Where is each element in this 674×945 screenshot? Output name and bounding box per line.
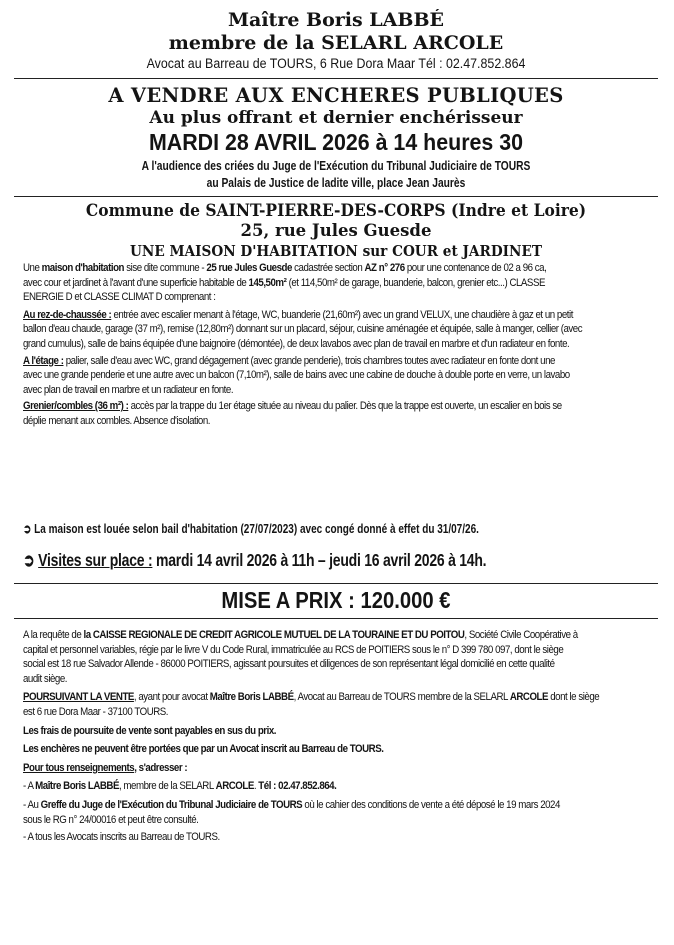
rental-note: ➲ La maison est louée selon bail d'habitation (27/07/2023) avec congé donné à effet du 31/07/26. — [23, 522, 479, 536]
grenier-line: déplie menant aux combles. Absence d'isolation. — [23, 414, 211, 427]
commune: Commune de SAINT-PIERRE-DES-CORPS (Indre et Loire) — [85, 201, 587, 220]
address-line: Avocat au Barreau de TOURS, 6 Rue Dora Maar Tél : 02.47.852.864 — [146, 56, 526, 71]
rdc-line: grand cumulus), salle de bains équipée d'une baignoire (démontée), de deux lavabos avec plan de travail en marbre et d'un radiateur en fonte. — [23, 337, 570, 350]
poursuivant-line: POURSUIVANT LA VENTE, ayant pour avocat Maître Boris LABBÉ, Avocat au Barreau de TOURS membre de la SELARL ARCOLE dont le siège — [23, 691, 600, 704]
requete-line: A la requête de la CAISSE REGIONALE DE CREDIT AGRICOLE MUTUEL DE LA TOURAINE ET DU POITOU, Société Civile Coopérative à — [23, 629, 578, 641]
poursuivant-line: est 6 rue Dora Maar - 37100 TOURS. — [23, 705, 169, 718]
arrow-right-icon: ➲ — [23, 550, 35, 570]
sale-date: MARDI 28 AVRIL 2026 à 14 heures 30 — [148, 129, 524, 155]
rdc-line: Au rez-de-chaussée : entrée avec escalier menant à l'étage, WC, buanderie (21,60m²) avec un grand VELUX, une chaudière à gaz et un petit — [23, 308, 573, 321]
sale-subtitle: Au plus offrant et dernier enchérisseur — [149, 108, 523, 128]
requete-line: capital et personnel variables, régie par le livre V du Code Rural, immatriculée au RCS de POITIERS sous le n° D 399 780 097, dont le siège — [23, 643, 564, 656]
lawyer-name: Maître Boris LABBÉ — [227, 9, 445, 31]
sale-title: A VENDRE AUX ENCHERES PUBLIQUES — [108, 84, 564, 107]
requete-line: audit siège. — [23, 672, 68, 685]
bids-note: Les enchères ne peuvent être portées que par un Avocat inscrit au Barreau de TOURS. — [23, 743, 384, 756]
contact-line: sous le RG n° 24/00016 et peut être consulté. — [23, 813, 199, 826]
street: 25, rue Jules Guesde — [240, 221, 432, 240]
divider — [14, 618, 658, 619]
grenier-line: Grenier/combles (36 m²) : accès par la trappe du 1er étage située au niveau du palier. Dès que la trappe est ouverte, un escalier en bois se — [23, 400, 562, 413]
divider — [14, 78, 658, 79]
poursuivant-label: POURSUIVANT LA VENTE — [23, 691, 134, 704]
desc-line: ENERGIE D et CLASSE CLIMAT D comprenant : — [23, 291, 216, 304]
divider — [14, 583, 658, 584]
rdc-label: Au rez-de-chaussée : — [23, 308, 112, 321]
etage-line: A l'étage : palier, salle d'eau avec WC, grand dégagement (avec grande penderie), trois chambres toutes avec radiateur en fonte dont une — [23, 354, 555, 367]
contact-line: - A tous les Avocats inscrits au Barreau de TOURS. — [23, 831, 220, 844]
desc-line: Une maison d'habitation sise dite commune - 25 rue Jules Guesde cadastrée section AZ n° 276 pour une contenance de 02 a 96 ca, — [23, 262, 547, 274]
visits-line — [23, 550, 486, 571]
property-heading: UNE MAISON D'HABITATION sur COUR et JARDINET — [129, 243, 543, 260]
visits-dates: mardi 14 avril 2026 à 11h – jeudi 16 avril 2026 à 14h. — [152, 550, 487, 570]
audience-line-2: au Palais de Justice de ladite ville, place Jean Jaurès — [206, 176, 466, 190]
info-heading: Pour tous renseignements, s'adresser : — [23, 761, 188, 774]
divider — [14, 196, 658, 197]
desc-line: avec cour et jardinet à l'avant d'une superficie habitable de 145,50m² (et 114,50m² de garage, buanderie, balcon, grenier etc...) CLASSE — [23, 276, 545, 289]
etage-label: A l'étage : — [23, 354, 64, 367]
etage-line: avec plan de travail en marbre et un radiateur en fonte. — [23, 383, 234, 396]
requete-line: social est 18 rue Salvador Allende - 86000 POITIERS, agissant poursuites et diligences de son représentant légal domicilié en cette qualité — [23, 658, 555, 671]
member-line: membre de la SELARL ARCOLE — [168, 32, 504, 54]
visits-label: Visites sur place : — [38, 550, 153, 570]
etage-line: avec une grande penderie et une autre avec un balcon (7,10m²), salle de bains avec une cabine de douche à double porte en verre, un lavabo — [23, 369, 570, 382]
fees-note: Les frais de poursuite de vente sont payables en sus du prix. — [23, 724, 276, 737]
starting-price: MISE A PRIX : 120.000 € — [221, 587, 451, 613]
contact-line: - A Maître Boris LABBÉ, membre de la SELARL ARCOLE. Tél : 02.47.852.864. — [23, 780, 337, 793]
legal-section — [23, 628, 651, 845]
arrow-right-icon: ➲ — [23, 522, 32, 536]
rdc-line: ballon d'eau chaude, garage (37 m²), remise (12,80m²) donnant sur un placard, séjour, cuisine aménagée et équipée, salle à manger, cellier (avec — [23, 323, 583, 336]
property-description — [23, 261, 651, 429]
audience-line-1: A l'audience des criées du Juge de l'Exécution du Tribunal Judiciaire de TOURS — [141, 159, 531, 173]
contact-line: - Au Greffe du Juge de l'Exécution du Tribunal Judiciaire de TOURS où le cahier des conditions de vente a été déposé le 19 mars 2024 — [23, 798, 560, 811]
grenier-label: Grenier/combles (36 m²) : — [23, 400, 129, 413]
